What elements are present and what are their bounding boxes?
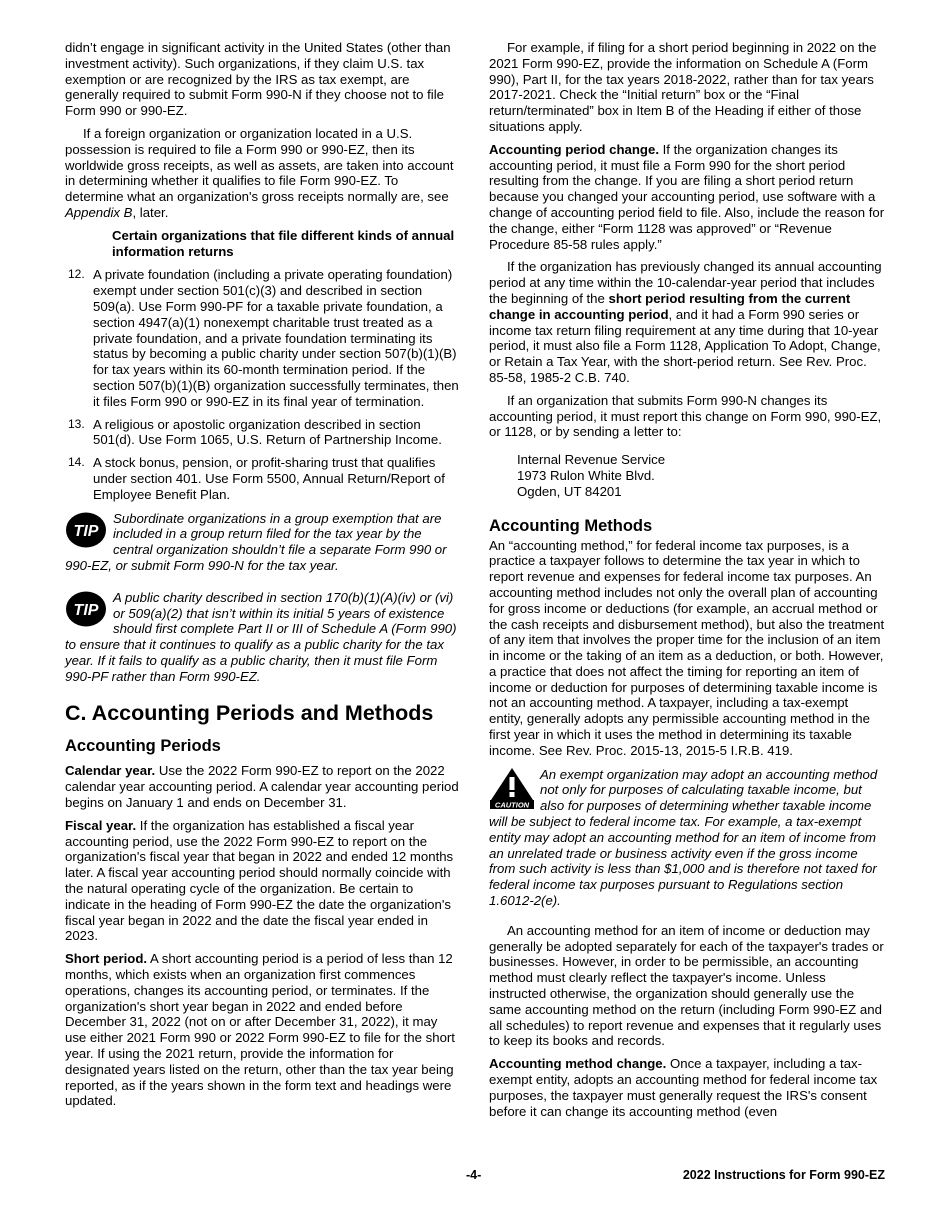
run-in-heading: Accounting period change.: [489, 141, 659, 157]
page-number: -4-: [466, 1168, 482, 1182]
run-in-heading: Fiscal year.: [65, 817, 137, 833]
paragraph-short-period: [65, 951, 460, 1109]
left-column: [65, 40, 460, 1116]
paragraph-fiscal-year: [65, 818, 460, 944]
document-title: 2022 Instructions for Form 990-EZ: [682, 1168, 885, 1182]
text: If a foreign organization or organization located in a U.S. possession is required to file a Form 990 or 990-EZ, then its worldwide gross receipts, as well as assets, are taken into account in determining whether it qualifies to file Form 990-EZ. To determine what an organization's gross receipts normally are, see: [65, 125, 454, 205]
address-line: Ogden, UT 84201: [517, 483, 622, 499]
list-item-text: A stock bonus, pension, or profit-sharing trust that qualifies under section 401. Use Form 5500, Annual Return/Report of Employee Benefit Plan.: [93, 455, 445, 502]
caution-text: An exempt organization may adopt an accounting method not only for purposes of calculating taxable income, but also for purposes of determining whether taxable income will be subject to federal income tax. For example, a tax-exempt entity may adopt an accounting method for an item of income from an unrelated trade or business activity even if the gross income from such activity is less than $1,000 and is therefore not taxed for federal income tax purposes pursuant to Regulations section 1.6012-2(e).: [489, 766, 878, 909]
text: If the organization has established a fiscal year accounting period, use the 2022 Form 990-EZ to report on the organization's fiscal year that began in 2022 and ended 12 months later. A fiscal year accounting period should normally coincide with the natural operating cycle of the organization. Be certain to indicate in the heading of Form 990-EZ the date the organization's fiscal year began in 2022 and the date the fiscal year ended in 2023.: [65, 817, 454, 944]
paragraph-short-period-example: For example, if filing for a short period beginning in 2022 on the 2021 Form 990-EZ, provide the information on Schedule A (Form 990), Part II, for the tax years 2018-2022, rather than for tax years 2017-2021. Check the “Initial return” box or the “Final return/terminated” box in Item B of the Heading if either of those situations apply.: [489, 40, 877, 134]
text: , later.: [132, 204, 169, 220]
paragraph-accounting-period-change: [489, 142, 885, 253]
run-in-heading: Accounting method change.: [489, 1056, 667, 1072]
paragraph-possession: [65, 126, 460, 221]
text: If the organization changes its accounting period, it must file a Form 990 for the short period resulting from the change. If you are filing a short period return because you changed your accounting period, use software with a change of accounting period field to file. Also, include the reason for the change, either “Form 1128 was approved” or “Revenue Procedure 85-58 rules apply.”: [489, 141, 885, 252]
tip-text: A public charity described in section 170(b)(1)(A)(iv) or (vi) or 509(a)(2) that isn’t within its initial 5 years of existence should first complete Part II or III of Schedule A (Form 990) to ensure that it continues to qualify as a public charity for the tax year. If it fails to qualify as a public charity, then it must file Form 990-PF rather than Form 990-EZ.: [65, 589, 457, 684]
tip-public-charity: [65, 590, 460, 685]
address-line: 1973 Rulon White Blvd.: [517, 467, 655, 483]
paragraph-calendar-year: [65, 763, 460, 810]
paragraph-item-method: An accounting method for an item of income or deduction may generally be adopted separately for each of the taxpayer's trades or businesses. However, in order to be permissible, an accounting method must clearly reflect the taxpayer's income. Unless instructed otherwise, the organization should generally use the same accounting method on the return (including Form 990-EZ and all schedules) to report revenue and expenses that it regularly uses to keep its books and records.: [489, 922, 884, 1049]
list-number: 12.: [68, 267, 85, 282]
list-number: 13.: [68, 416, 85, 431]
caution-icon: [489, 767, 535, 809]
paragraph-accounting-method-definition: An “accounting method,” for federal income tax purposes, is a practice a taxpayer follows to determine the tax year in which to report revenue and expenses for federal income tax purposes. An accounting method includes not only the overall plan of accounting for gross income or deductions (for example, an accrual method or the cash receipts and disbursement method), but also the treatment of any item that involves the proper time for the inclusion of an item in income or the taking of an item as a deduction, or both. However, a practice that does not affect the timing for reporting an item of income or deduction for purposes of determining taxable income is not an accounting method. A taxpayer, including a tax-exempt entity, generally adopts any permissible accounting method in the first year in which it uses the method in determining its taxable income. See Rev. Proc. 2015-13, 2015-5 I.R.B. 419.: [489, 537, 885, 758]
text: Once a taxpayer, including a tax-exempt entity, adopts an accounting method for federal income tax purposes, the taxpayer must generally request the IRS's consent before it can change its accounting method (even: [489, 1056, 878, 1119]
right-column: [489, 40, 885, 1126]
irs-address: [489, 452, 885, 499]
text: , and it had a Form 990 series or income tax return filing requirement at any time during that 10-year period, it must also file a Form 1128, Application To Adopt, Change, or Retain a Tax Year, with the short-period return. See Rev. Proc. 85-58, 1985-2 C.B. 740.: [489, 306, 881, 385]
list-item-12: [65, 267, 460, 409]
accounting-periods-heading: Accounting Periods: [65, 737, 221, 756]
appendix-b-reference: Appendix B: [65, 204, 133, 220]
list-item-text: A private foundation (including a private operating foundation) exempt under section 501(c)(3) and described in section 509(a). Use Form 990-PF for a taxable private foundation, a section 4947(a)(1) nonexempt charitable trust treated as a private foundation, and a private foundation terminating its status by becoming a public charity under section 507(b)(1)(B) for tax years within its 60-month termination period. If the section 507(b)(1)(B) organization successfully terminates, then it files Form 990 or 990-EZ in its final year of termination.: [93, 267, 459, 409]
list-item-text: A religious or apostolic organization described in section 501(d). Use Form 1065, U.S. Return of Partnership Income.: [93, 416, 442, 448]
list-item-14: [65, 455, 460, 502]
tip-label: TIP: [73, 601, 99, 619]
list-item-13: [65, 417, 460, 449]
run-in-heading: Calendar year.: [65, 763, 156, 779]
paragraph-previous-change: [489, 259, 885, 385]
tip-text: Subordinate organizations in a group exemption that are included in a group return filed for the tax year by the central organization shouldn’t file a separate Form 990 or 990-EZ, or submit Form 990-N for the tax year.: [65, 510, 447, 573]
tip-icon: [65, 590, 107, 628]
tip-label: TIP: [73, 522, 99, 540]
text: A short accounting period is a period of less than 12 months, which exists when an organization first commences operations, changes its accounting period, or terminates. If the organization's short year began in 2022 and ended before December 31, 2022 (not on or after December 31, 2022), it may use either 2021 Form 990 or 2022 Form 990-EZ to file for the short year. If using the 2021 return, provide the information for designated years listed on the return, other than the tax year being reported, as if the years shown in the form text and headings were updated.: [65, 951, 455, 1109]
caution-label: CAUTION: [494, 800, 530, 809]
text: If the organization has previously changed its annual accounting period at any time within the 10-calendar-year period that includes the beginning of the: [489, 259, 882, 306]
paragraph-foreign-orgs: didn’t engage in significant activity in the United States (other than investment activity). Such organizations, if they claim U.S. tax exemption or are recognized by the IRS as tax exempt, are generally required to submit Form 990-N if they choose not to file Form 990 or 990-EZ.: [65, 40, 451, 119]
run-in-heading: Short period.: [65, 951, 148, 967]
section-heading: C. Accounting Periods and Methods: [65, 701, 434, 726]
bold-text: short period resulting from the current change in accounting period: [489, 290, 851, 322]
text: Use the 2022 Form 990-EZ to report on the 2022 calendar year accounting period. A calendar year accounting period begins on January 1 and ends on December 31.: [65, 763, 459, 811]
list-number: 14.: [68, 455, 85, 470]
accounting-methods-heading: Accounting Methods: [489, 516, 653, 535]
caution-note: [489, 767, 885, 909]
address-line: Internal Revenue Service: [517, 452, 666, 468]
paragraph-990n-change: If an organization that submits Form 990-N changes its accounting period, it must report this change on Form 990, 990-EZ, or 1128, or by sending a letter to:: [489, 392, 882, 440]
tip-group-exemption: [65, 511, 460, 574]
certain-organizations-heading: Certain organizations that file different kinds of annual information returns: [112, 227, 455, 259]
paragraph-accounting-method-change: [489, 1056, 885, 1119]
tip-icon: [65, 511, 107, 549]
